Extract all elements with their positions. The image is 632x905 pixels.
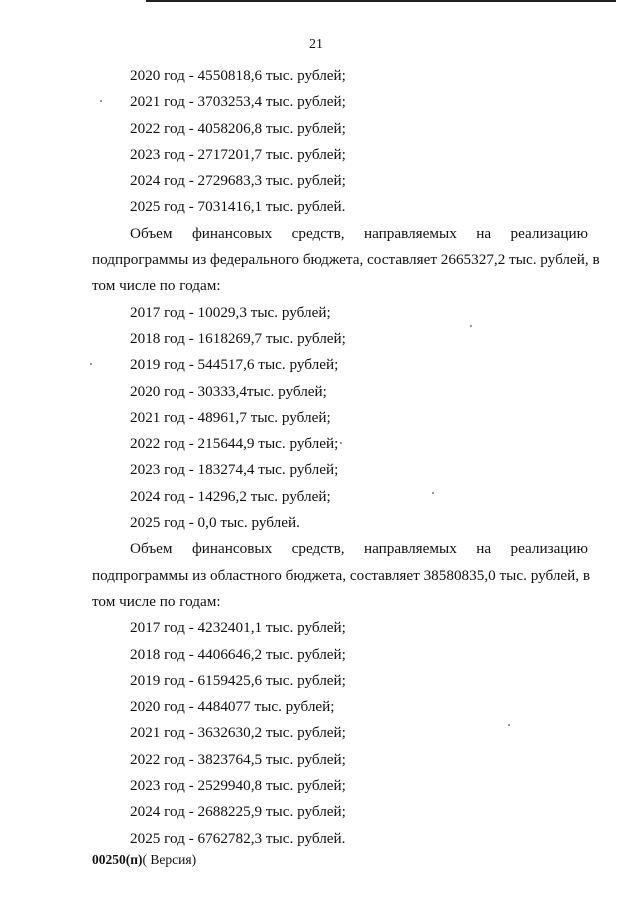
regional-year-line: 2017 год - 4232401,1 тыс. рублей; — [130, 619, 346, 637]
scan-speck — [432, 492, 434, 494]
regional-year-line: 2020 год - 4484077 тыс. рублей; — [130, 698, 335, 716]
top-border-line — [146, 0, 616, 2]
document-footer — [92, 852, 196, 868]
scan-speck — [508, 724, 510, 726]
federal-paragraph-line: подпрограммы из федерального бюджета, составляет 2665327,2 тыс. рублей, в — [92, 251, 600, 269]
budget-year-line: 2023 год - 2717201,7 тыс. рублей; — [130, 145, 346, 163]
budget-year-line: 2020 год - 4550818,6 тыс. рублей; — [130, 67, 346, 84]
word: Объем — [130, 224, 173, 242]
regional-paragraph-line: подпрограммы из областного бюджета, составляет 38580835,0 тыс. рублей, в — [92, 566, 591, 584]
budget-year-line: 2025 год - 7031416,1 тыс. рублей. — [130, 198, 346, 216]
word: средств, — [291, 540, 345, 558]
budget-year-line: 2022 год - 4058206,8 тыс. рублей; — [130, 119, 346, 137]
federal-paragraph-first-line — [0, 221, 632, 247]
document-version: ( Версия) — [142, 852, 197, 867]
scan-speck — [90, 363, 92, 365]
page-number: 21 — [309, 37, 323, 52]
scan-speck — [100, 100, 102, 102]
federal-year-line: 2022 год - 215644,9 тыс. рублей; — [130, 435, 339, 453]
scan-speck — [470, 325, 472, 327]
federal-year-line: 2021 год - 48961,7 тыс. рублей; — [130, 408, 331, 426]
regional-year-line: 2021 год - 3632630,2 тыс. рублей; — [130, 724, 346, 742]
word: на — [476, 540, 492, 558]
budget-year-line: 2024 год - 2729683,3 тыс. рублей; — [130, 172, 346, 190]
document-code: 00250(п) — [92, 852, 143, 867]
federal-paragraph-line: том числе по годам: — [92, 277, 221, 295]
federal-year-line: 2023 год - 183274,4 тыс. рублей; — [130, 461, 339, 479]
federal-year-line: 2025 год - 0,0 тыс. рублей. — [130, 514, 300, 532]
regional-year-line: 2019 год - 6159425,6 тыс. рублей; — [130, 671, 346, 689]
regional-year-line: 2018 год - 4406646,2 тыс. рублей; — [130, 645, 346, 663]
word: направляемых — [363, 224, 457, 242]
regional-year-line: 2024 год - 2688225,9 тыс. рублей; — [130, 803, 346, 821]
federal-year-line: 2019 год - 544517,6 тыс. рублей; — [130, 356, 339, 374]
document-body — [0, 63, 632, 852]
scan-speck — [340, 442, 342, 444]
budget-year-line: 2021 год - 3703253,4 тыс. рублей; — [130, 93, 346, 111]
regional-paragraph-first-line — [0, 536, 632, 562]
word: финансовых — [191, 224, 273, 242]
regional-year-line: 2022 год - 3823764,5 тыс. рублей; — [130, 750, 346, 768]
word: Объем — [130, 540, 173, 558]
regional-year-line: 2025 год - 6762782,3 тыс. рублей. — [130, 829, 346, 847]
regional-paragraph-line: том числе по годам: — [92, 592, 221, 610]
federal-year-line: 2018 год - 1618269,7 тыс. рублей; — [130, 329, 346, 347]
word: направляемых — [363, 540, 457, 558]
federal-year-line: 2024 год - 14296,2 тыс. рублей; — [130, 487, 331, 505]
federal-year-line: 2017 год - 10029,3 тыс. рублей; — [130, 303, 331, 321]
word: финансовых — [191, 540, 273, 558]
regional-year-line: 2023 год - 2529940,8 тыс. рублей; — [130, 777, 346, 795]
word: реализацию — [510, 540, 588, 558]
word: реализацию — [510, 224, 588, 242]
word: на — [476, 224, 492, 242]
word: средств, — [291, 224, 345, 242]
federal-year-line: 2020 год - 30333,4тыс. рублей; — [130, 382, 327, 400]
